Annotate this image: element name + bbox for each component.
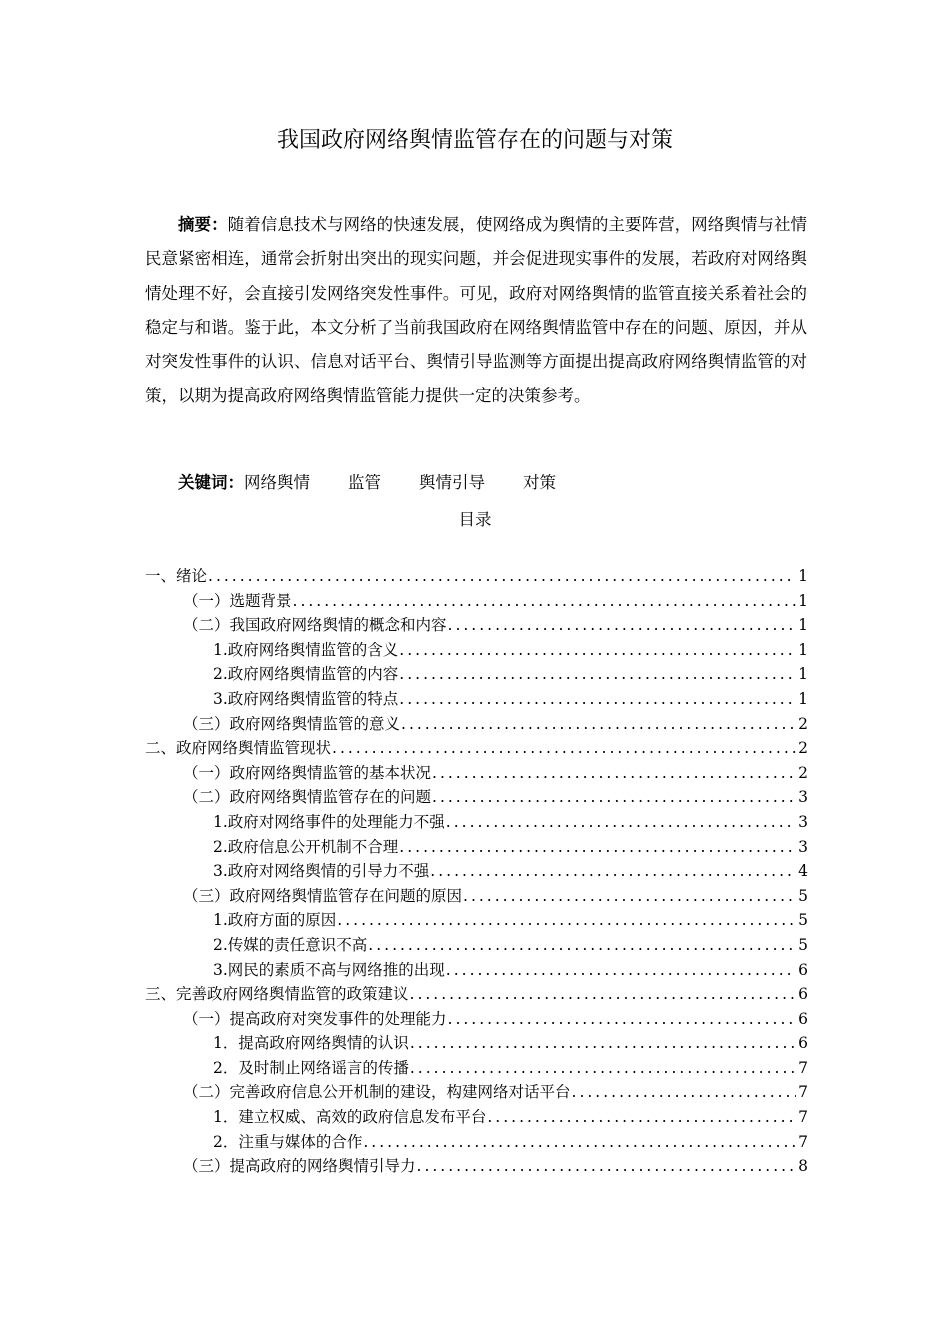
toc-page-number: 1	[798, 689, 808, 708]
abstract	[145, 208, 807, 414]
toc-leader-dots	[293, 589, 797, 614]
toc-page-number: 6	[798, 1034, 808, 1053]
toc-leader-dots	[401, 712, 796, 737]
toc-leader-dots	[399, 687, 796, 712]
toc-page-number: 4	[798, 862, 808, 881]
toc-entry-text: 一、绪论	[145, 567, 208, 585]
toc-page-number: 1	[798, 640, 808, 659]
toc-entry-text: 3.政府对网络舆情的引导力不强	[213, 862, 430, 881]
toc-leader-dots	[410, 1056, 796, 1081]
toc-entry-text: （一）选题背景	[183, 591, 292, 610]
toc-leader-dots	[448, 613, 797, 638]
toc-entry	[145, 1154, 808, 1179]
toc-page-number: 3	[798, 837, 808, 856]
toc-entry	[145, 835, 808, 860]
toc-page-number: 3	[798, 812, 808, 831]
toc-page-number: 6	[798, 985, 808, 1004]
toc-entry	[145, 564, 808, 589]
toc-entry-text: （二）完善政府信息公开机制的建设，构建网络对话平台	[183, 1083, 571, 1102]
toc-page-number: 6	[798, 960, 808, 979]
toc-leader-dots	[430, 859, 796, 884]
toc-page-number: 1	[798, 665, 808, 684]
keywords	[178, 466, 594, 500]
toc-entry	[145, 761, 808, 786]
toc-page-number: 7	[798, 1083, 808, 1102]
toc-entry-text: 2．注重与媒体的合作	[213, 1132, 363, 1151]
toc-entry	[145, 662, 808, 687]
keyword: 对策	[523, 473, 556, 492]
toc-entry	[145, 859, 808, 884]
toc-page-number: 8	[798, 1157, 808, 1176]
keyword: 监管	[348, 473, 381, 492]
toc-page-number: 2	[798, 714, 808, 733]
toc-page-number: 3	[798, 788, 808, 807]
keywords-label: 关键词：	[178, 473, 244, 492]
toc-entry-text: 1．建立权威、高效的政府信息发布平台	[213, 1108, 487, 1127]
keyword: 网络舆情	[244, 473, 310, 492]
toc-entry	[145, 982, 808, 1007]
toc-leader-dots	[399, 638, 796, 663]
toc-entry-text: 2.政府信息公开机制不合理	[213, 837, 399, 856]
toc-entry	[145, 687, 808, 712]
keyword: 舆情引导	[419, 473, 485, 492]
toc-entry	[145, 958, 808, 983]
toc-entry	[145, 908, 808, 933]
toc-entry-text: 1.政府网络舆情监管的含义	[213, 640, 399, 659]
toc-entry-text: （二）我国政府网络舆情的概念和内容	[183, 616, 447, 635]
toc-leader-dots	[368, 933, 796, 958]
toc-entry-text: 3.网民的素质不高与网络推的出现	[213, 960, 445, 979]
toc-page-number: 7	[798, 1108, 808, 1127]
toc-leader-dots	[432, 785, 796, 810]
toc-entry	[145, 810, 808, 835]
toc-entry	[145, 712, 808, 737]
toc-page-number: 5	[798, 911, 808, 930]
toc-leader-dots	[399, 835, 796, 860]
toc-leader-dots	[410, 982, 797, 1007]
toc-entry-text: 二、政府网络舆情监管现状	[145, 739, 332, 758]
toc-page-number: 1	[798, 591, 808, 610]
toc-leader-dots	[487, 1105, 796, 1130]
toc-entry	[145, 1031, 808, 1056]
toc-page-number: 5	[798, 886, 808, 905]
toc-entry	[145, 933, 808, 958]
toc-page-number: 6	[798, 1009, 808, 1028]
toc-entry	[145, 1007, 808, 1032]
toc-leader-dots	[448, 1007, 797, 1032]
toc-page-number: 2	[798, 763, 808, 782]
toc-page-number: 5	[798, 935, 808, 954]
toc-page-number: 1	[798, 616, 808, 635]
toc-entry-text: （三）提高政府的网络舆情引导力	[183, 1157, 416, 1176]
paper-title: 我国政府网络舆情监管存在的问题与对策	[276, 128, 673, 153]
table-of-contents	[145, 564, 808, 1179]
toc-entry-text: 1.政府对网络事件的处理能力不强	[213, 812, 445, 831]
toc-leader-dots	[410, 1031, 796, 1056]
toc-entry-text: 3.政府网络舆情监管的特点	[213, 689, 399, 708]
toc-entry	[145, 1056, 808, 1081]
toc-page-number: 2	[798, 739, 808, 758]
toc-leader-dots	[208, 564, 796, 589]
toc-leader-dots	[337, 908, 796, 933]
toc-leader-dots	[417, 1154, 797, 1179]
toc-entry-text: （三）政府网络舆情监管存在问题的原因	[183, 886, 463, 905]
toc-entry	[145, 1080, 808, 1105]
toc-entry-text: 2.传媒的责任意识不高	[213, 935, 368, 954]
toc-leader-dots	[572, 1080, 797, 1105]
toc-leader-dots	[446, 958, 796, 983]
toc-leader-dots	[332, 736, 796, 761]
toc-leader-dots	[432, 761, 796, 786]
abstract-text: 随着信息技术与网络的快速发展，使网络成为舆情的主要阵营，网络舆情与社情民意紧密相连，通常会折射出突出的现实问题，并会促进现实事件的发展，若政府对网络舆情处理不好，会直接引发网络突发性事件。可见，政府对网络舆情的监管直接关系着社会的稳定与和谐。鉴于此，本文分析了当前我国政府在网络舆情监管中存在的问题、原因，并从对突发性事件的认识、信息对话平台、舆情引导监测等方面提出提高政府网络舆情监管的对策，以期为提高政府网络舆情监管能力提供一定的决策参考。	[145, 215, 808, 406]
toc-page-number: 7	[798, 1132, 808, 1151]
toc-entry-text: 2.政府网络舆情监管的内容	[213, 665, 399, 684]
toc-leader-dots	[463, 884, 796, 909]
toc-entry-text: （二）政府网络舆情监管存在的问题	[183, 788, 432, 807]
toc-entry	[145, 736, 808, 761]
toc-entry-text: 1．提高政府网络舆情的认识	[213, 1034, 409, 1053]
abstract-label: 摘要：	[178, 215, 228, 234]
toc-entry	[145, 589, 808, 614]
toc-entry	[145, 613, 808, 638]
toc-page-number: 1	[798, 567, 808, 585]
toc-entry	[145, 1130, 808, 1155]
toc-leader-dots	[363, 1130, 796, 1155]
toc-page-number: 7	[798, 1058, 808, 1077]
toc-entry-text: 2．及时制止网络谣言的传播	[213, 1058, 409, 1077]
toc-leader-dots	[446, 810, 796, 835]
toc-entry	[145, 884, 808, 909]
toc-leader-dots	[399, 662, 796, 687]
toc-entry-text: （一）政府网络舆情监管的基本状况	[183, 763, 432, 782]
toc-entry	[145, 785, 808, 810]
toc-entry-text: （一）提高政府对突发事件的处理能力	[183, 1009, 447, 1028]
toc-entry-text: 三、完善政府网络舆情监管的政策建议	[145, 985, 409, 1004]
toc-entry	[145, 638, 808, 663]
toc-entry-text: 1.政府方面的原因	[213, 911, 337, 930]
toc-entry-text: （三）政府网络舆情监管的意义	[183, 714, 401, 733]
toc-title: 目录	[458, 510, 492, 529]
toc-entry	[145, 1105, 808, 1130]
